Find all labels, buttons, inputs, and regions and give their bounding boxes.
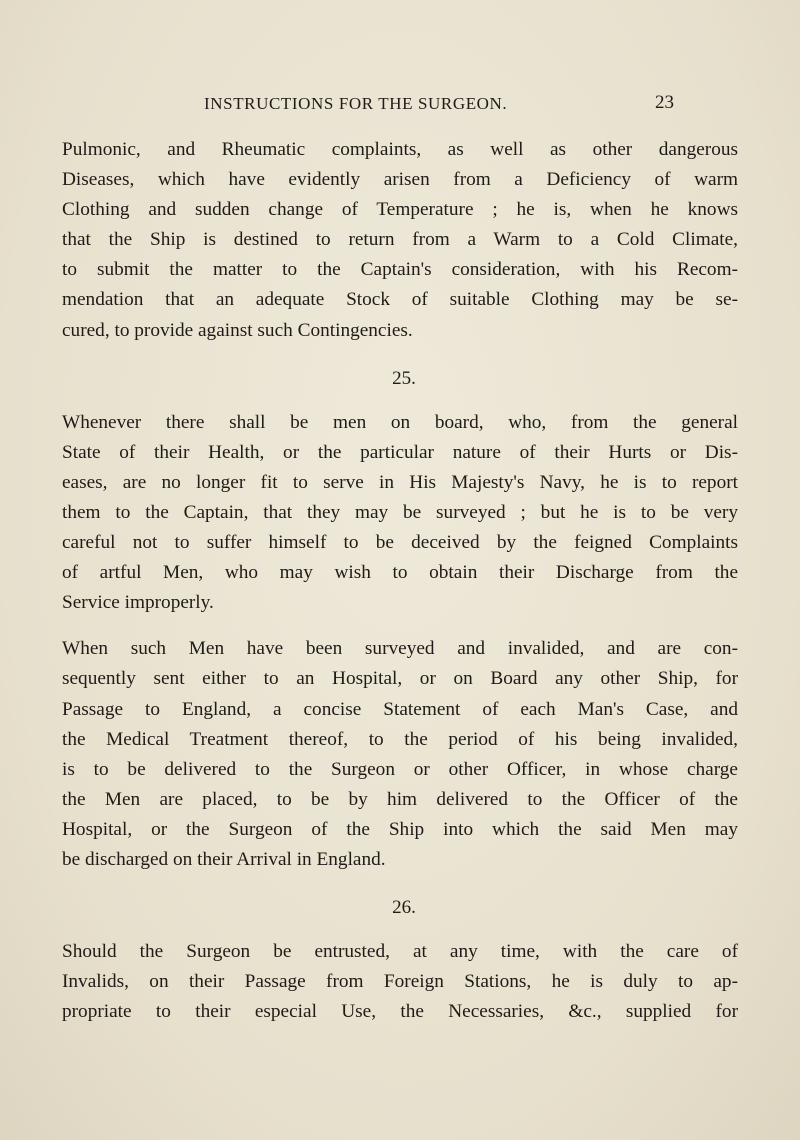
text-line: be discharged on their Arrival in England. [62, 848, 386, 870]
block-gap [62, 875, 738, 893]
text-line: of artful Men, who may wish to obtain their Discharge from the [62, 562, 738, 584]
text-line: Service improperly. [62, 592, 214, 614]
text-line: to submit the matter to the Captain's consideration, with his Recom- [62, 259, 738, 281]
text-line: mendation that an adequate Stock of suitable Clothing may be se- [62, 289, 738, 311]
running-head [0, 88, 800, 118]
text-line: them to the Captain, that they may be surveyed ; but he is to be very [62, 501, 738, 523]
text-line: Should the Surgeon be entrusted, at any time, with the care of [62, 941, 738, 963]
block-gap [62, 394, 738, 408]
section-number: 26. [392, 897, 416, 919]
block-gap [62, 618, 738, 634]
text-line: that the Ship is destined to return from a Warm to a Cold Climate, [62, 229, 738, 251]
text-line: sequently sent either to an Hospital, or on Board any other Ship, for [62, 668, 738, 690]
text-line: careful not to suffer himself to be deceived by the feigned Complaints [62, 532, 738, 554]
running-head-title: INSTRUCTIONS FOR THE SURGEON. [204, 94, 508, 113]
paragraph [62, 937, 738, 1027]
block-gap [62, 346, 738, 364]
text-line: When such Men have been surveyed and invalided, and are con- [62, 638, 738, 660]
text-line: is to be delivered to the Surgeon or other Officer, in whose charge [62, 758, 738, 780]
text-line: cured, to provide against such Contingencies. [62, 319, 413, 341]
text-line: Clothing and sudden change of Temperature ; he is, when he knows [62, 199, 738, 221]
paragraph [62, 634, 738, 875]
section-number: 25. [392, 367, 416, 389]
text-line: State of their Health, or the particular nature of their Hurts or Dis- [62, 441, 738, 463]
body-text [62, 135, 738, 1027]
text-line: Hospital, or the Surgeon of the Ship into which the said Men may [62, 818, 738, 840]
text-line: Whenever there shall be men on board, who, from the general [62, 411, 738, 433]
text-line: the Men are placed, to be by him delivered to the Officer of the [62, 788, 738, 810]
text-line: propriate to their especial Use, the Necessaries, &c., supplied for [62, 1001, 738, 1023]
text-line: eases, are no longer fit to serve in His Majesty's Navy, he is to report [62, 471, 738, 493]
text-line: Pulmonic, and Rheumatic complaints, as well as other dangerous [62, 139, 738, 160]
text-line: Diseases, which have evidently arisen from a Deficiency of warm [62, 169, 738, 191]
block-gap [62, 923, 738, 937]
text-line: the Medical Treatment thereof, to the period of his being invalided, [62, 728, 738, 750]
paragraph [62, 408, 738, 619]
page-number: 23 [655, 92, 674, 113]
text-line: Passage to England, a concise Statement of each Man's Case, and [62, 698, 738, 720]
paragraph [62, 135, 738, 346]
text-line: Invalids, on their Passage from Foreign Stations, he is duly to ap- [62, 971, 738, 993]
